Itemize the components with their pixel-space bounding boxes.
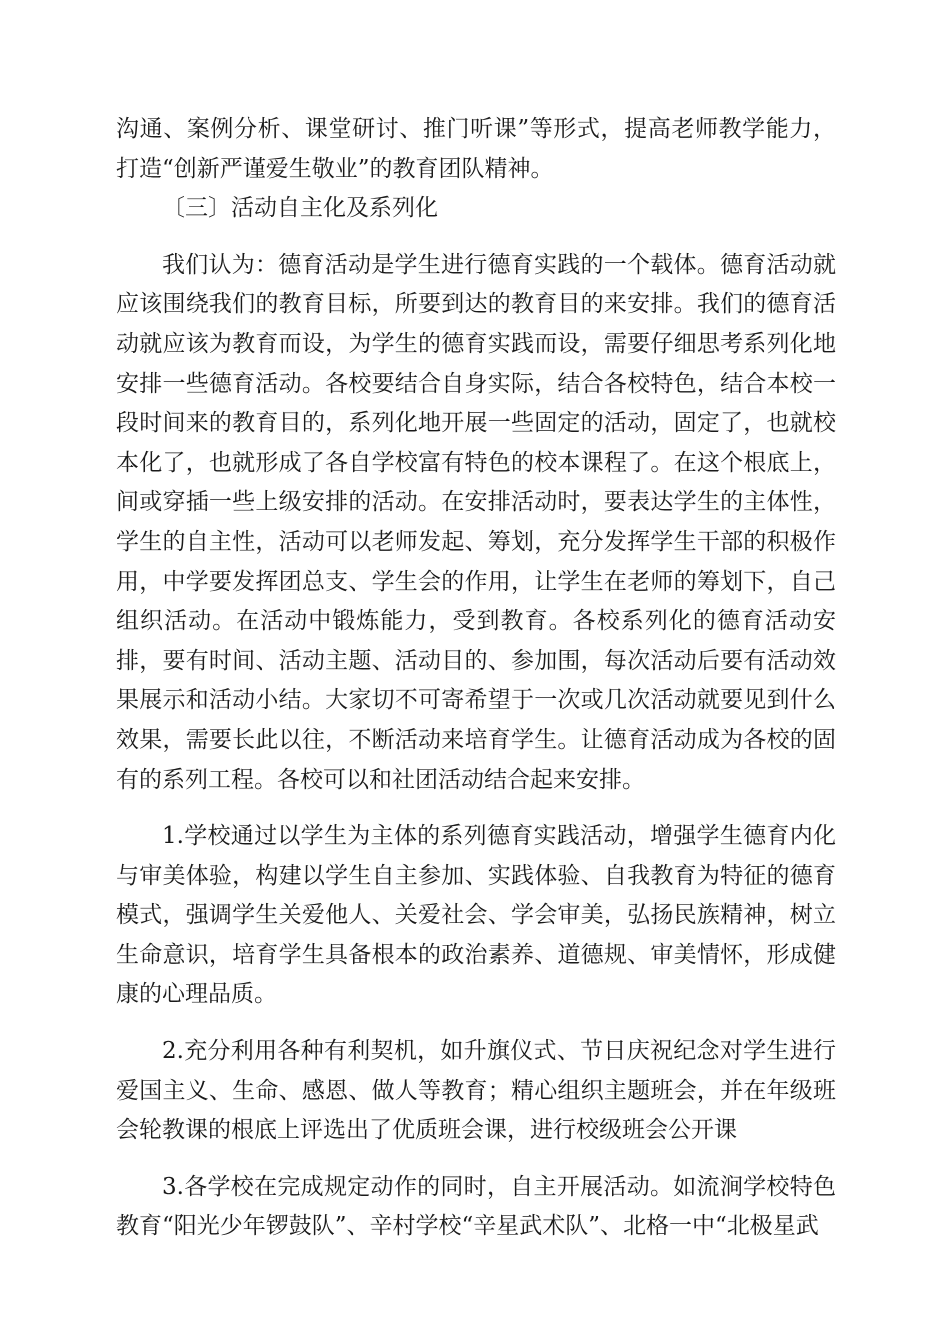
paragraph-continuation: 沟通、案例分析、课堂研讨、推门听课”等形式，提高老师教学能力，打造“创新严谨爱生敬业”的教育团队精神。 (116, 116, 836, 182)
section-heading: 〔三〕活动自主化及系列化 (162, 195, 438, 222)
paragraph-body: 我们认为：德育活动是学生进行德育实践的一个载体。德育活动就应该围绕我们的教育目标，所要到达的教育目的来安排。我们的德育活动就应该为教育而设，为学生的德育实践而设，需要仔细思考系列化地安排一些德育活动。各校要结合自身实际，结合各校特色，结合本校一段时间来的教育目的，系列化地开展一些固定的活动，固定了，也就校本化了，也就形成了各自学校富有特色的校本课程了。在这个根底上，间或穿插一些上级安排的活动。在安排活动时，要表达学生的主体性，学生的自主性，活动可以老师发起、筹划，充分发挥学生干部的积极作用，中学要发挥团总支、学生会的作用，让学生在老师的筹划下，自己组织活动。在活动中锻炼能力，受到教育。各校系列化的德育活动安排，要有时间、活动主题、活动目的、参加围，每次活动后要有活动效果展示和活动小结。大家切不可寄希望于一次或几次活动就要见到什么效果，需要长此以往，不断活动来培育学生。让德育活动成为各校的固有的系列工程。各校可以和社团活动结合起来安排。 (116, 251, 836, 793)
list-item-3: 3.各学校在完成规定动作的同时，自主开展活动。如流涧学校特色教育“阳光少年锣鼓队”、辛村学校“辛星武术队”、北格一中“北极星武 (116, 1173, 836, 1240)
list-item-1: 1.学校通过以学生为主体的系列德育实践活动，增强学生德育内化与审美体验，构建以学生自主参加、实践体验、自我教育为特征的德育模式，强调学生关爱他人、关爱社会、学会审美，弘扬民族精神，树立生命意识，培育学生具备根本的政治素养、道德规、审美情怀，形成健康的心理品质。 (116, 823, 836, 1008)
list-item-2: 2.充分利用各种有利契机，如升旗仪式、节日庆祝纪念对学生进行爱国主义、生命、感恩、做人等教育；精心组织主题班会，并在年级班会轮教课的根底上评选出了优质班会课，进行校级班会公开课 (116, 1038, 836, 1144)
document-page (116, 110, 836, 1247)
